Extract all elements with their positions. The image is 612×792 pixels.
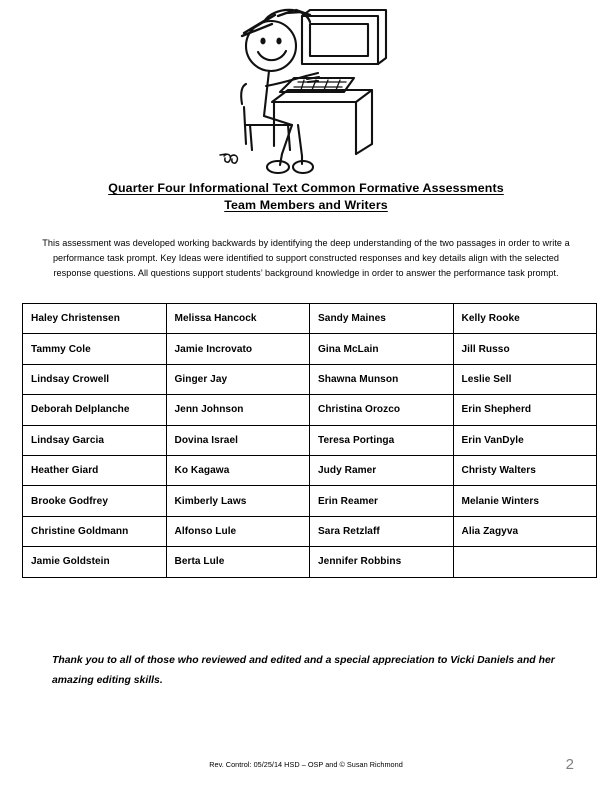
table-cell: Melissa Hancock <box>166 304 310 334</box>
table-cell: Christy Walters <box>453 455 597 485</box>
intro-paragraph: This assessment was developed working backwards by identifying the deep understanding of the two passages in order to write a performance task prompt. Key Ideas were identified to support constructed responses and key details align with the selected response questions. All questions support students’ background knowledge in order to answer the performance task prompt. <box>42 238 570 279</box>
student-at-computer-illustration <box>206 4 396 176</box>
table-cell: Erin Reamer <box>310 486 454 516</box>
table-cell: Christina Orozco <box>310 395 454 425</box>
table-cell: Lindsay Garcia <box>23 425 167 455</box>
signature-mark <box>220 154 237 163</box>
table-cell: Ginger Jay <box>166 364 310 394</box>
table-cell: Shawna Munson <box>310 364 454 394</box>
table-cell: Kelly Rooke <box>453 304 597 334</box>
table-row <box>23 304 597 334</box>
table-row <box>23 364 597 394</box>
acknowledgement-note: Thank you to all of those who reviewed and edited and a special appreciation to Vicki Daniels and her amazing editing skills. <box>52 655 555 686</box>
table-cell: Tammy Cole <box>23 334 167 364</box>
table-cell-empty <box>453 547 597 577</box>
table-cell: Erin VanDyle <box>453 425 597 455</box>
table-cell: Sara Retzlaff <box>310 516 454 546</box>
title-line-2: Team Members and Writers <box>224 198 388 212</box>
table-row <box>23 455 597 485</box>
page-title <box>0 180 612 214</box>
table-body <box>23 304 597 578</box>
table-cell: Dovina Israel <box>166 425 310 455</box>
table-cell: Leslie Sell <box>453 364 597 394</box>
table-row <box>23 516 597 546</box>
table-cell: Jill Russo <box>453 334 597 364</box>
table-cell: Jamie Incrovato <box>166 334 310 364</box>
table-row <box>23 547 597 577</box>
table-cell: Sandy Maines <box>310 304 454 334</box>
team-members-table <box>22 303 597 578</box>
table-row <box>23 334 597 364</box>
table-cell: Alia Zagyva <box>453 516 597 546</box>
table-cell: Ko Kagawa <box>166 455 310 485</box>
table-cell: Teresa Portinga <box>310 425 454 455</box>
page-number: 2 <box>565 756 574 773</box>
table-cell: Erin Shepherd <box>453 395 597 425</box>
table-cell: Lindsay Crowell <box>23 364 167 394</box>
table-cell: Brooke Godfrey <box>23 486 167 516</box>
page-footer <box>0 756 612 786</box>
table-cell: Gina McLain <box>310 334 454 364</box>
hair-icon <box>242 10 310 36</box>
table-cell: Christine Goldmann <box>23 516 167 546</box>
table-cell: Jennifer Robbins <box>310 547 454 577</box>
table-cell: Deborah Delplanche <box>23 395 167 425</box>
table-cell: Jenn Johnson <box>166 395 310 425</box>
table-row <box>23 395 597 425</box>
table-cell: Heather Giard <box>23 455 167 485</box>
table-row <box>23 486 597 516</box>
table-cell: Melanie Winters <box>453 486 597 516</box>
title-line-1: Quarter Four Informational Text Common Formative Assessments <box>108 181 504 195</box>
table-cell: Kimberly Laws <box>166 486 310 516</box>
table-cell: Haley Christensen <box>23 304 167 334</box>
revision-control-text: Rev. Control: 05/25/14 HSD – OSP and © Susan Richmond <box>209 760 403 769</box>
table-cell: Berta Lule <box>166 547 310 577</box>
head-icon <box>246 21 296 71</box>
table-cell: Jamie Goldstein <box>23 547 167 577</box>
table-cell: Alfonso Lule <box>166 516 310 546</box>
table-row <box>23 425 597 455</box>
table-cell: Judy Ramer <box>310 455 454 485</box>
